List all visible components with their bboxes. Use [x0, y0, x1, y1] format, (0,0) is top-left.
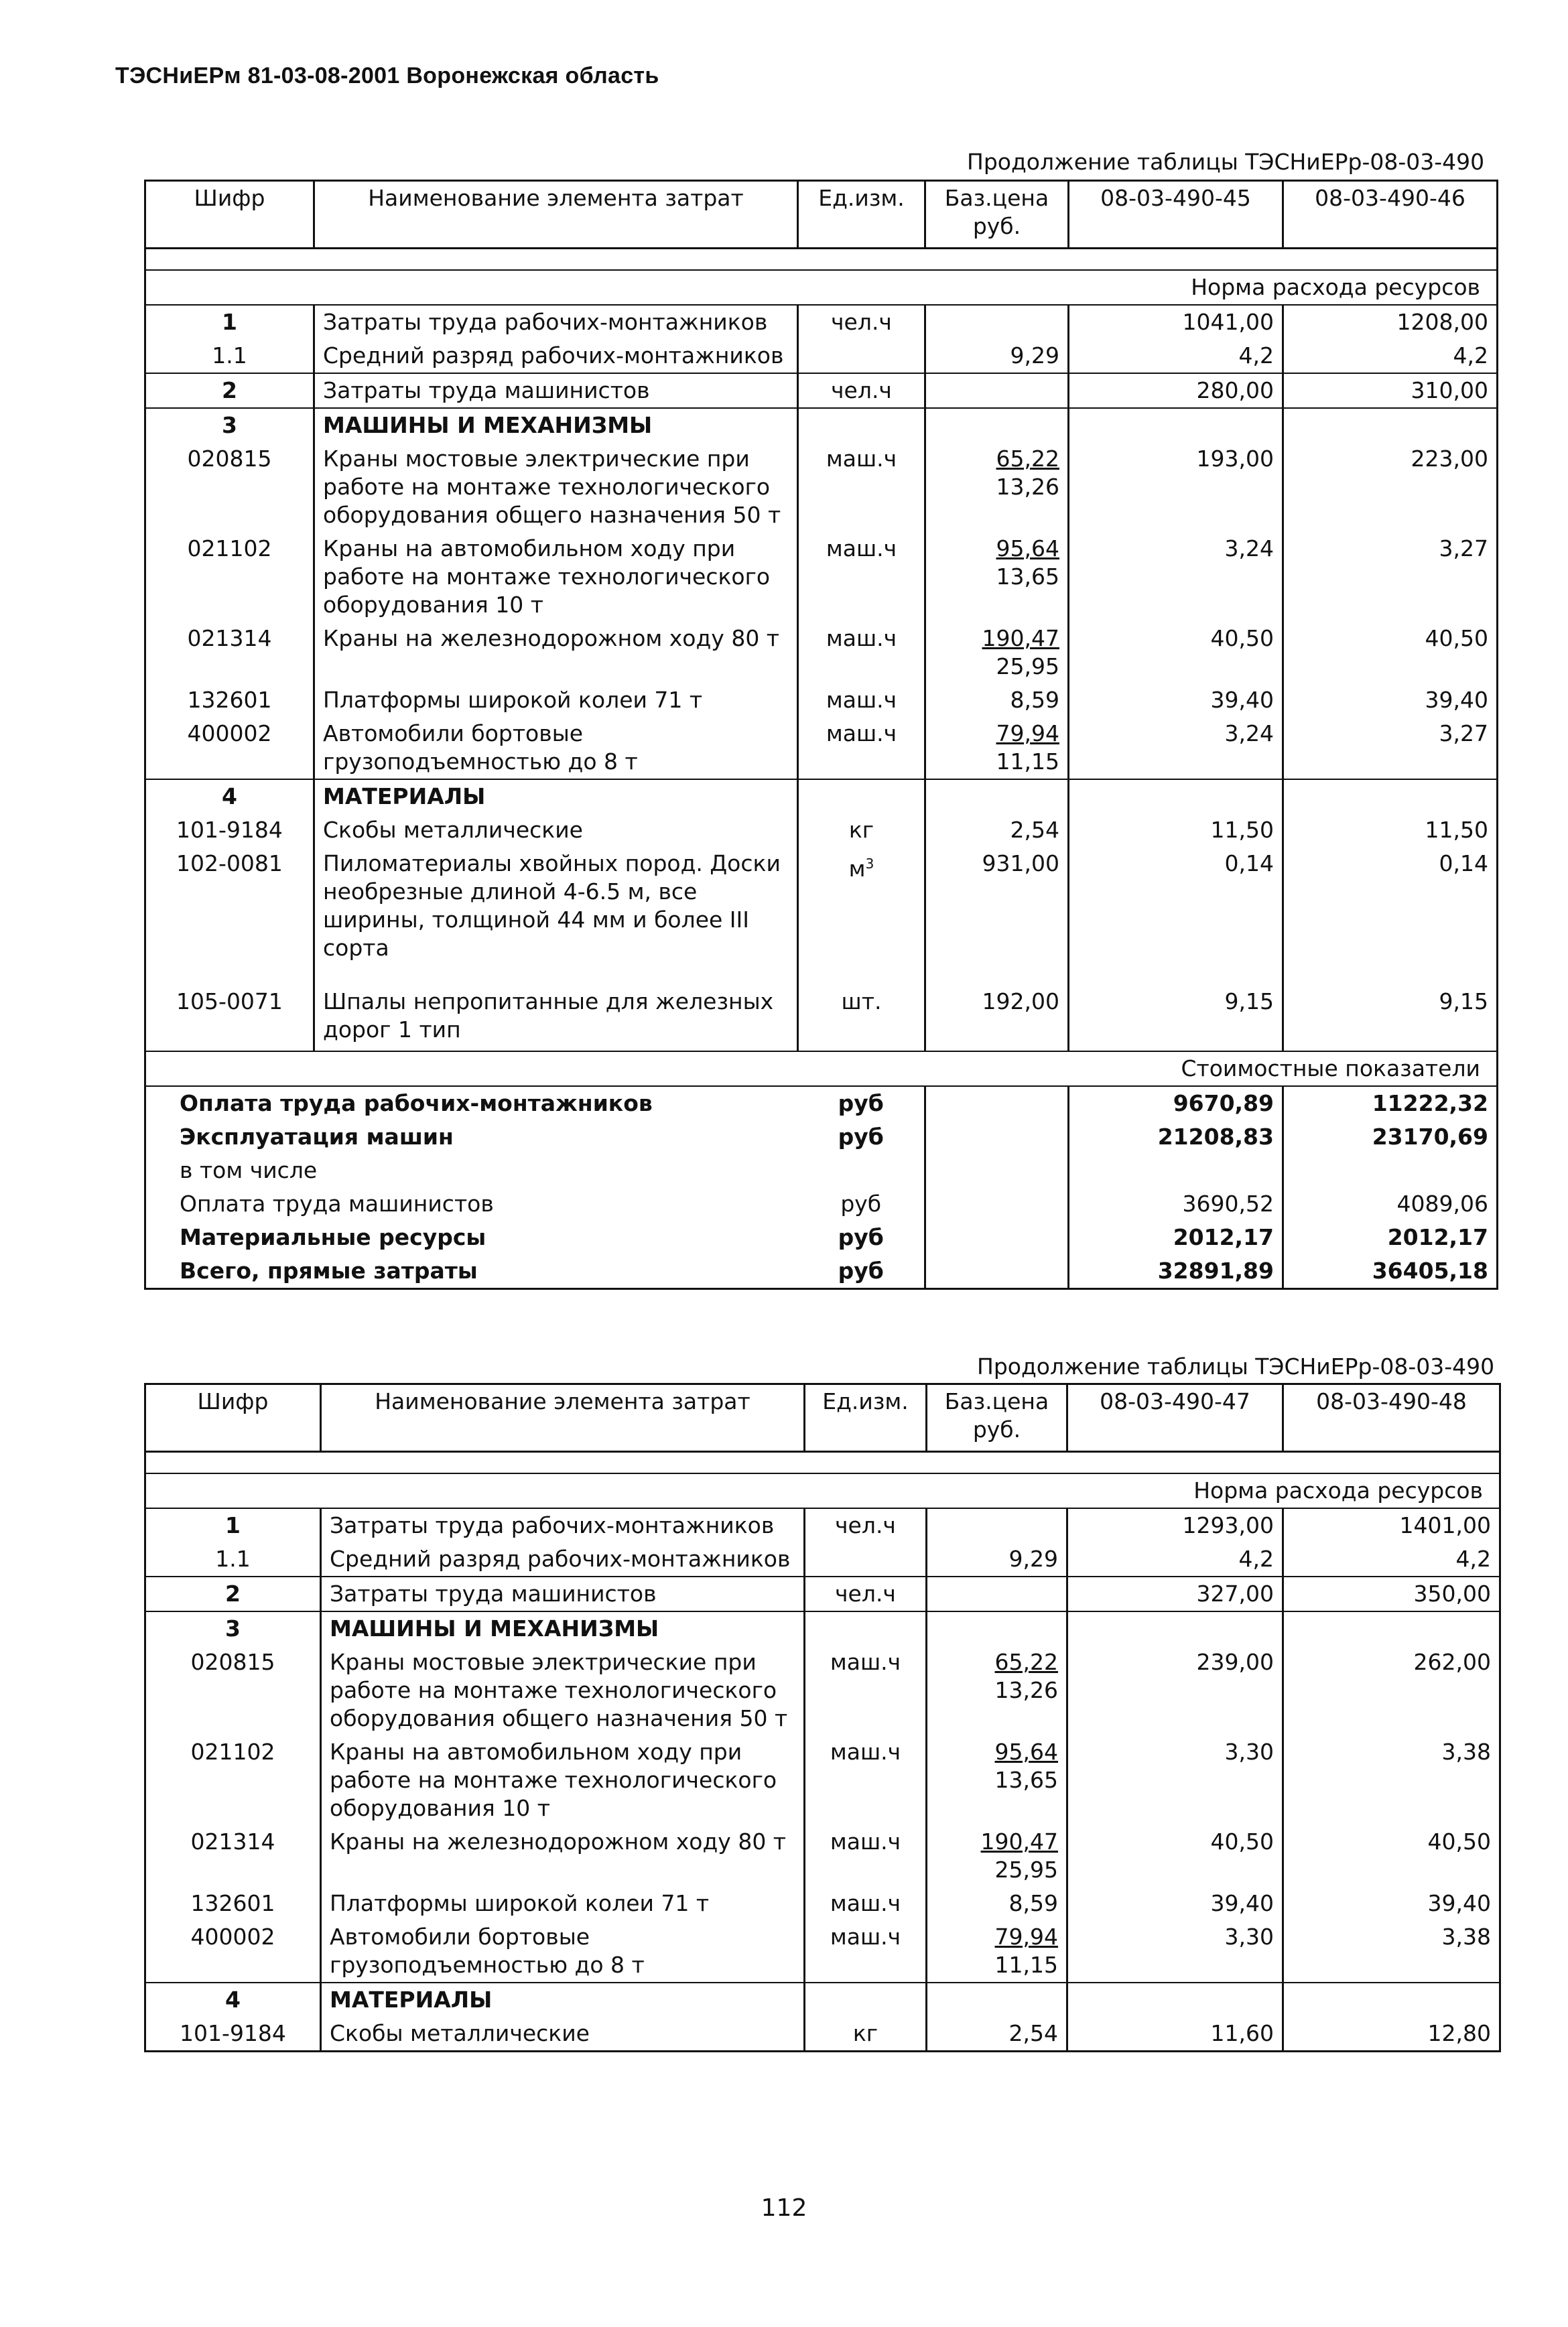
row-code: 102-0081 [145, 847, 314, 985]
row-unit: шт. [798, 985, 925, 1051]
spacer-row [145, 249, 1498, 271]
row-value-2: 39,40 [1283, 1887, 1500, 1920]
row-unit: маш.ч [798, 442, 925, 532]
row-value-2 [1283, 779, 1498, 813]
cost-value-2: 2012,17 [1283, 1221, 1498, 1254]
row-value-2: 1401,00 [1283, 1508, 1500, 1542]
row-code: 020815 [145, 442, 314, 532]
row-name: Краны мостовые электрические при работе на монтаже технологического оборудования общего назначения 50 т [321, 1646, 805, 1735]
row-name: Краны на железнодорожном ходу 80 т [314, 622, 798, 683]
base-price: 9,29 [1008, 1546, 1058, 1572]
cost-label: Эксплуатация машин [145, 1120, 798, 1154]
row-name: МАТЕРИАЛЫ [314, 779, 798, 813]
row-unit [805, 1542, 927, 1577]
row-price [925, 408, 1069, 442]
column-header: Ед.изм. [805, 1384, 927, 1452]
cost-label: Оплата труда машинистов [145, 1187, 798, 1221]
row-name: Затраты труда машинистов [321, 1577, 805, 1611]
row-code: 4 [145, 779, 314, 813]
table-row [145, 847, 1498, 985]
row-value-1: 3,24 [1069, 532, 1283, 622]
row-unit [798, 779, 925, 813]
cost-label: Материальные ресурсы [145, 1221, 798, 1254]
row-price [927, 1983, 1067, 2017]
row-price [925, 847, 1069, 985]
row-value-2: 11,50 [1283, 813, 1498, 847]
row-price [925, 373, 1069, 408]
base-price-wage: 25,95 [994, 1857, 1058, 1883]
row-price [927, 2017, 1067, 2052]
row-unit: маш.ч [798, 532, 925, 622]
table-row [145, 2017, 1500, 2052]
base-price: 190,47 [982, 625, 1059, 651]
row-price [927, 1887, 1067, 1920]
row-value-2: 4,2 [1283, 339, 1498, 373]
row-value-2 [1283, 1611, 1500, 1646]
row-name: Скобы металлические [314, 813, 798, 847]
row-value-1: 1041,00 [1069, 305, 1283, 339]
base-price-wage: 13,26 [996, 474, 1059, 500]
row-price [925, 683, 1069, 717]
cost-label: Оплата труда рабочих-монтажников [145, 1086, 798, 1120]
cost-value-2: 4089,06 [1283, 1187, 1498, 1221]
cost-unit [798, 1154, 925, 1187]
base-price: 79,94 [996, 720, 1059, 746]
row-code: 132601 [145, 683, 314, 717]
column-header: 08-03-490-45 [1069, 181, 1283, 249]
cost-unit: руб [840, 1191, 882, 1217]
row-unit: $м^3$ [798, 847, 925, 985]
row-unit: чел.ч [798, 373, 925, 408]
table2 [144, 1383, 1501, 2052]
table-row [145, 373, 1498, 408]
column-header: 08-03-490-47 [1067, 1384, 1283, 1452]
row-value-1: 11,60 [1067, 2017, 1283, 2052]
base-price-wage: 25,95 [996, 653, 1059, 679]
table-row [145, 985, 1498, 1051]
table-row [145, 408, 1498, 442]
row-code: 105-0071 [145, 985, 314, 1051]
row-value-1 [1067, 1983, 1283, 2017]
row-value-1 [1067, 1611, 1283, 1646]
row-value-2: 350,00 [1283, 1577, 1500, 1611]
row-value-1: 239,00 [1067, 1646, 1283, 1735]
cost-empty [925, 1221, 1069, 1254]
row-value-1: 280,00 [1069, 373, 1283, 408]
row-value-2: 12,80 [1283, 2017, 1500, 2052]
row-price [927, 1577, 1067, 1611]
row-code: 021314 [145, 622, 314, 683]
cost-value-1 [1069, 1154, 1283, 1187]
row-price [927, 1542, 1067, 1577]
cost-value-1: 21208,83 [1069, 1120, 1283, 1154]
base-price: 65,22 [996, 446, 1059, 472]
row-name: Шпалы непропитанные для железных дорог 1 тип [314, 985, 798, 1051]
row-name: Автомобили бортовые грузоподъемностью до 8 т [314, 717, 798, 779]
column-header: 08-03-490-46 [1283, 181, 1498, 249]
row-value-1: 4,2 [1067, 1542, 1283, 1577]
table-row [145, 683, 1498, 717]
row-code: 132601 [145, 1887, 321, 1920]
row-unit [805, 1611, 927, 1646]
cost-unit: руб [838, 1224, 884, 1250]
row-price [925, 813, 1069, 847]
spacer-row [145, 1452, 1500, 1474]
row-name: Краны на автомобильном ходу при работе на монтаже технологического оборудования 10 т [314, 532, 798, 622]
base-price: 95,64 [996, 535, 1059, 561]
table-row [145, 1983, 1500, 2017]
row-name: Скобы металлические [321, 2017, 805, 2052]
cost-row [145, 1187, 1498, 1221]
table-row [145, 1887, 1500, 1920]
row-value-1: 327,00 [1067, 1577, 1283, 1611]
norm-title: Норма расхода ресурсов [145, 1473, 1500, 1508]
cost-empty [925, 1154, 1069, 1187]
base-price: 2,54 [1008, 2020, 1058, 2046]
cost-value-2: 36405,18 [1283, 1254, 1498, 1289]
row-unit: маш.ч [805, 1920, 927, 1983]
row-value-1: 193,00 [1069, 442, 1283, 532]
base-price-wage: 13,65 [996, 563, 1059, 590]
row-name: МАТЕРИАЛЫ [321, 1983, 805, 2017]
table-row [145, 622, 1498, 683]
row-name: Платформы широкой колеи 71 т [314, 683, 798, 717]
row-value-2 [1283, 408, 1498, 442]
cost-value-2: 23170,69 [1283, 1120, 1498, 1154]
row-value-1: 39,40 [1067, 1887, 1283, 1920]
row-price [927, 1508, 1067, 1542]
row-value-1: 9,15 [1069, 985, 1283, 1051]
table-row [145, 779, 1498, 813]
cost-empty [925, 1187, 1069, 1221]
row-value-2: 9,15 [1283, 985, 1498, 1051]
base-price: 190,47 [980, 1829, 1058, 1855]
row-price [925, 339, 1069, 373]
table-row [145, 532, 1498, 622]
row-name: Автомобили бортовые грузоподъемностью до 8 т [321, 1920, 805, 1983]
row-value-2: 3,38 [1283, 1735, 1500, 1825]
cost-value-1: 32891,89 [1069, 1254, 1283, 1289]
base-price-wage: 13,26 [994, 1677, 1058, 1703]
base-price: 79,94 [994, 1924, 1058, 1950]
cost-unit: руб [838, 1124, 884, 1150]
cost-value-1: 9670,89 [1069, 1086, 1283, 1120]
row-price [927, 1611, 1067, 1646]
cost-value-2 [1283, 1154, 1498, 1187]
row-code: 4 [145, 1983, 321, 2017]
row-name: Средний разряд рабочих-монтажников [321, 1542, 805, 1577]
row-unit: маш.ч [798, 622, 925, 683]
row-code: 1.1 [145, 339, 314, 373]
row-name: Платформы широкой колеи 71 т [321, 1887, 805, 1920]
row-price [925, 442, 1069, 532]
row-value-2: 262,00 [1283, 1646, 1500, 1735]
row-code: 2 [145, 1577, 321, 1611]
row-value-1: 40,50 [1069, 622, 1283, 683]
row-name: Пиломатериалы хвойных пород. Доски необрезные длиной 4-6.5 м, все ширины, толщиной 44 мм и более III сорта [314, 847, 798, 985]
cost-label: в том числе [145, 1154, 798, 1187]
row-unit: маш.ч [798, 683, 925, 717]
row-value-1 [1069, 779, 1283, 813]
row-code: 1 [145, 305, 314, 339]
row-unit: чел.ч [798, 305, 925, 339]
row-price [925, 717, 1069, 779]
row-code: 021102 [145, 532, 314, 622]
row-price [927, 1646, 1067, 1735]
page-number: 112 [761, 2194, 807, 2222]
row-value-2 [1283, 1983, 1500, 2017]
row-unit: маш.ч [805, 1735, 927, 1825]
column-header: Шифр [145, 181, 314, 249]
row-unit: маш.ч [805, 1825, 927, 1887]
header-row [145, 181, 1498, 249]
base-price: 65,22 [994, 1649, 1058, 1675]
row-value-1: 40,50 [1067, 1825, 1283, 1887]
row-value-2: 4,2 [1283, 1542, 1500, 1577]
row-code: 1 [145, 1508, 321, 1542]
row-price [925, 305, 1069, 339]
row-value-2: 40,50 [1283, 622, 1498, 683]
row-code: 400002 [145, 717, 314, 779]
row-name: Краны на автомобильном ходу при работе на монтаже технологического оборудования 10 т [321, 1735, 805, 1825]
row-unit: кг [798, 813, 925, 847]
cost-empty [925, 1120, 1069, 1154]
base-price: 9,29 [1010, 342, 1059, 369]
row-unit [798, 339, 925, 373]
table1 [144, 180, 1498, 1290]
table-row [145, 1508, 1500, 1542]
table-row [145, 1825, 1500, 1887]
row-unit [798, 408, 925, 442]
column-header: Шифр [145, 1384, 321, 1452]
row-value-1 [1069, 408, 1283, 442]
base-price: 931,00 [982, 850, 1059, 876]
cost-row [145, 1120, 1498, 1154]
row-price [925, 622, 1069, 683]
base-price: 8,59 [1010, 687, 1059, 713]
table-row [145, 1735, 1500, 1825]
table-row [145, 1542, 1500, 1577]
norm-title-row [145, 1473, 1500, 1508]
column-header: Наименование элемента затрат [321, 1384, 805, 1452]
row-code: 3 [145, 1611, 321, 1646]
cost-title: Стоимостные показатели [145, 1051, 1498, 1086]
table2-continuation-title: Продолжение таблицы ТЭСНиЕРр-08-03-490 [977, 1353, 1495, 1380]
row-value-1: 1293,00 [1067, 1508, 1283, 1542]
table-row [145, 1646, 1500, 1735]
row-value-2: 3,27 [1283, 532, 1498, 622]
cost-row [145, 1254, 1498, 1289]
row-code: 3 [145, 408, 314, 442]
row-unit: кг [805, 2017, 927, 2052]
table1-continuation-title: Продолжение таблицы ТЭСНиЕРр-08-03-490 [967, 149, 1485, 175]
cost-row [145, 1086, 1498, 1120]
norm-title-row [145, 270, 1498, 305]
row-unit: маш.ч [798, 717, 925, 779]
base-price: 2,54 [1010, 817, 1059, 843]
table-row [145, 1577, 1500, 1611]
row-value-2: 40,50 [1283, 1825, 1500, 1887]
row-price [927, 1920, 1067, 1983]
cost-empty [925, 1086, 1069, 1120]
row-value-2: 310,00 [1283, 373, 1498, 408]
cost-row [145, 1221, 1498, 1254]
header-row [145, 1384, 1500, 1452]
cost-value-1: 3690,52 [1069, 1187, 1283, 1221]
table-row [145, 442, 1498, 532]
row-name: Затраты труда рабочих-монтажников [321, 1508, 805, 1542]
base-price-wage: 11,15 [996, 748, 1059, 775]
row-code: 021314 [145, 1825, 321, 1887]
row-name: МАШИНЫ И МЕХАНИЗМЫ [321, 1611, 805, 1646]
row-value-1: 3,30 [1067, 1735, 1283, 1825]
row-value-2: 39,40 [1283, 683, 1498, 717]
row-code: 1.1 [145, 1542, 321, 1577]
column-header: Наименование элемента затрат [314, 181, 798, 249]
row-code: 020815 [145, 1646, 321, 1735]
row-value-2: 223,00 [1283, 442, 1498, 532]
row-value-1: 3,30 [1067, 1920, 1283, 1983]
row-name: Краны на железнодорожном ходу 80 т [321, 1825, 805, 1887]
row-value-1: 4,2 [1069, 339, 1283, 373]
row-price [927, 1735, 1067, 1825]
row-value-1: 39,40 [1069, 683, 1283, 717]
table-row [145, 1920, 1500, 1983]
row-price [927, 1825, 1067, 1887]
cost-title-row [145, 1051, 1498, 1086]
table-row [145, 305, 1498, 339]
row-value-1: 11,50 [1069, 813, 1283, 847]
cost-value-2: 11222,32 [1283, 1086, 1498, 1120]
cost-value-1: 2012,17 [1069, 1221, 1283, 1254]
row-unit: чел.ч [805, 1508, 927, 1542]
base-price: 192,00 [982, 988, 1059, 1014]
row-code: 2 [145, 373, 314, 408]
row-price [925, 532, 1069, 622]
document-header: ТЭСНиЕРм 81-03-08-2001 Воронежская область [115, 63, 659, 88]
row-code: 101-9184 [145, 2017, 321, 2052]
cost-label: Всего, прямые затраты [145, 1254, 798, 1289]
row-value-2: 0,14 [1283, 847, 1498, 985]
row-name: МАШИНЫ И МЕХАНИЗМЫ [314, 408, 798, 442]
row-unit: маш.ч [805, 1646, 927, 1735]
table-row [145, 339, 1498, 373]
row-code: 101-9184 [145, 813, 314, 847]
table-row [145, 717, 1498, 779]
table-row [145, 1611, 1500, 1646]
row-name: Средний разряд рабочих-монтажников [314, 339, 798, 373]
base-price: 95,64 [994, 1739, 1058, 1765]
row-name: Затраты труда машинистов [314, 373, 798, 408]
row-code: 400002 [145, 1920, 321, 1983]
cost-row [145, 1154, 1498, 1187]
unit-superscript: 3 [865, 856, 874, 872]
row-value-2: 3,38 [1283, 1920, 1500, 1983]
norm-title: Норма расхода ресурсов [145, 270, 1498, 305]
cost-empty [925, 1254, 1069, 1289]
row-name: Краны мостовые электрические при работе на монтаже технологического оборудования общего назначения 50 т [314, 442, 798, 532]
row-unit: чел.ч [805, 1577, 927, 1611]
row-name: Затраты труда рабочих-монтажников [314, 305, 798, 339]
cost-unit: руб [838, 1090, 884, 1116]
row-price [925, 779, 1069, 813]
row-value-1: 3,24 [1069, 717, 1283, 779]
row-price [925, 985, 1069, 1051]
row-unit [805, 1983, 927, 2017]
row-code: 021102 [145, 1735, 321, 1825]
column-header: Ед.изм. [798, 181, 925, 249]
row-unit: маш.ч [805, 1887, 927, 1920]
cost-unit: руб [798, 1254, 925, 1289]
base-price-wage: 13,65 [994, 1767, 1058, 1793]
row-value-2: 1208,00 [1283, 305, 1498, 339]
base-price-wage: 11,15 [994, 1952, 1058, 1978]
base-price: 8,59 [1008, 1890, 1058, 1916]
column-header: Баз.цена руб. [925, 181, 1069, 249]
row-value-1: 0,14 [1069, 847, 1283, 985]
row-value-2: 3,27 [1283, 717, 1498, 779]
table-row [145, 813, 1498, 847]
column-header: 08-03-490-48 [1283, 1384, 1500, 1452]
column-header: Баз.цена руб. [927, 1384, 1067, 1452]
